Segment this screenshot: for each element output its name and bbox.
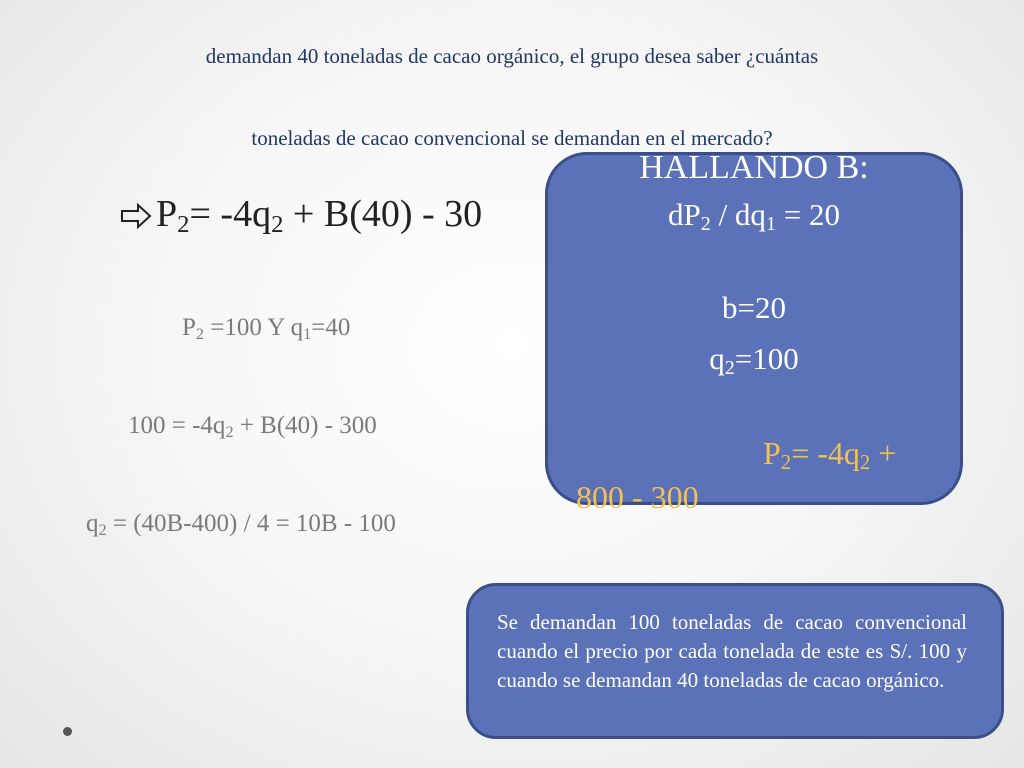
answer-box (466, 583, 1004, 739)
eq2-a-sub: 2 (225, 423, 234, 442)
box-y1-b-sub: 2 (859, 451, 871, 475)
equation-solved-q2 (86, 510, 396, 540)
main-equation (120, 192, 482, 239)
eq3-a: q (86, 510, 99, 537)
box-q2-value (548, 341, 960, 380)
arrow-bullet-icon (120, 195, 154, 239)
heading-line-1: demandan 40 toneladas de cacao orgánico, el grupo desea saber ¿cuántas (205, 44, 819, 68)
box-result-equation (763, 435, 896, 475)
eq1-b-sub: 1 (303, 325, 312, 344)
box-y1-c: + (870, 435, 897, 471)
box-y1-b: = -4q (791, 435, 860, 471)
equation-given-values (182, 314, 350, 344)
eq2-b: + B(40) - 300 (233, 412, 377, 439)
box-l3-a-sub: 2 (724, 357, 735, 380)
eq1-a: P (182, 314, 196, 341)
heading-line-2: toneladas de cacao convencional se demandan en el mercado? (251, 126, 773, 150)
main-eq-p-sub: 2 (177, 211, 190, 239)
finding-b-box (545, 149, 963, 515)
box-l3-a: q (709, 341, 725, 376)
eq3-a-sub: 2 (98, 521, 107, 540)
eq1-b: =100 Y q (204, 314, 304, 341)
eq1-c: =40 (311, 314, 351, 341)
box-l1-a-sub: 2 (700, 213, 711, 236)
box-b-value: b=20 (722, 290, 786, 325)
main-eq-mid: = -4q (189, 193, 272, 235)
eq1-a-sub: 2 (195, 325, 205, 344)
box-l1-b-sub: 1 (765, 213, 777, 236)
eq2-a: 100 = -4q (128, 412, 226, 439)
box-derivative (548, 197, 960, 236)
eq3-b: = (40B-400) / 4 = 10B - 100 (106, 510, 396, 537)
main-eq-rest: + B(40) - 30 (283, 193, 483, 235)
box-y1-a-sub: 2 (780, 451, 792, 475)
slide-dot (63, 727, 72, 736)
box-l3-b: =100 (734, 341, 799, 376)
main-eq-q-sub: 2 (271, 211, 284, 239)
box-l1-a: dP (667, 197, 701, 232)
equation-substituted (128, 412, 377, 442)
box-l1-c: = 20 (776, 197, 840, 232)
answer-text: Se demandan 100 toneladas de cacao convencional cuando el precio por cada tonelada de este es S/. 100 y cuando se demandan 40 toneladas de cacao orgánico. (497, 610, 967, 692)
box-y1-a: P (763, 435, 781, 471)
box-l1-b: / dq (710, 197, 766, 232)
main-eq-p: P (156, 193, 178, 235)
box-title: HALLANDO B: (639, 149, 869, 186)
box-result-continuation: 800 - 300 (576, 479, 699, 515)
